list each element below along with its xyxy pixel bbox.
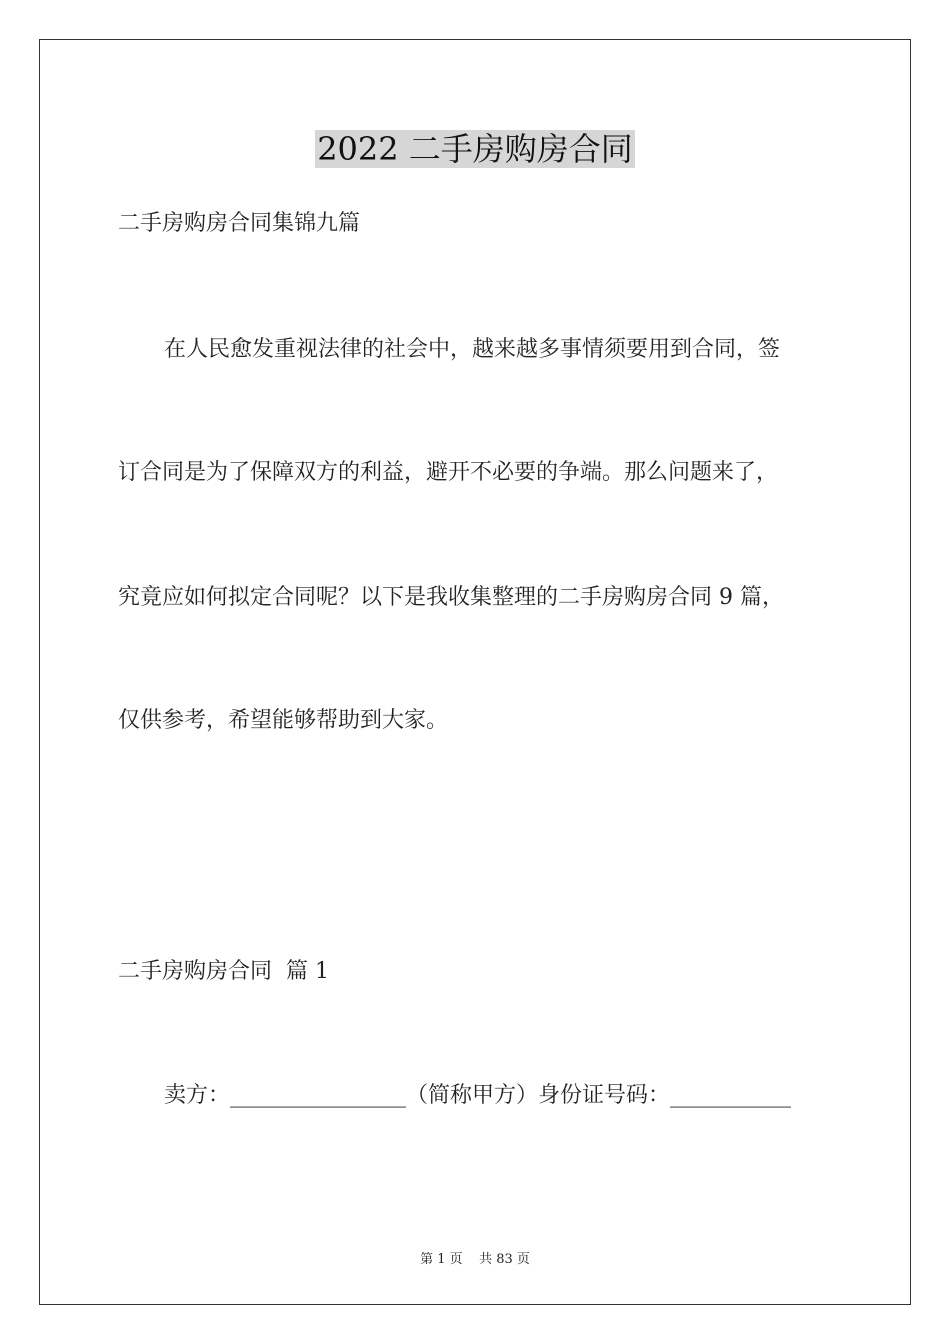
intro-line-2: 订合同是为了保障双方的利益，避开不必要的争端。那么问题来了，	[118, 460, 779, 485]
section-heading: 二手房购房合同 篇 1	[118, 959, 329, 984]
document-title-text: 2022 二手房购房合同	[317, 130, 633, 168]
document-title	[0, 126, 950, 172]
page-footer: 第 1 页 共 83 页	[420, 1252, 530, 1267]
intro-line-1: 在人民愈发重视法律的社会中，越来越多事情须要用到合同，签	[164, 337, 781, 362]
intro-line-4: 仅供参考，希望能够帮助到大家。	[118, 708, 449, 733]
document-subtitle: 二手房购房合同集锦九篇	[118, 211, 361, 236]
seller-line: 卖方：________________（简称甲方）身份证号码：___________	[164, 1083, 792, 1108]
intro-line-3: 究竟应如何拟定合同呢？以下是我收集整理的二手房购房合同 9 篇，	[118, 585, 784, 610]
